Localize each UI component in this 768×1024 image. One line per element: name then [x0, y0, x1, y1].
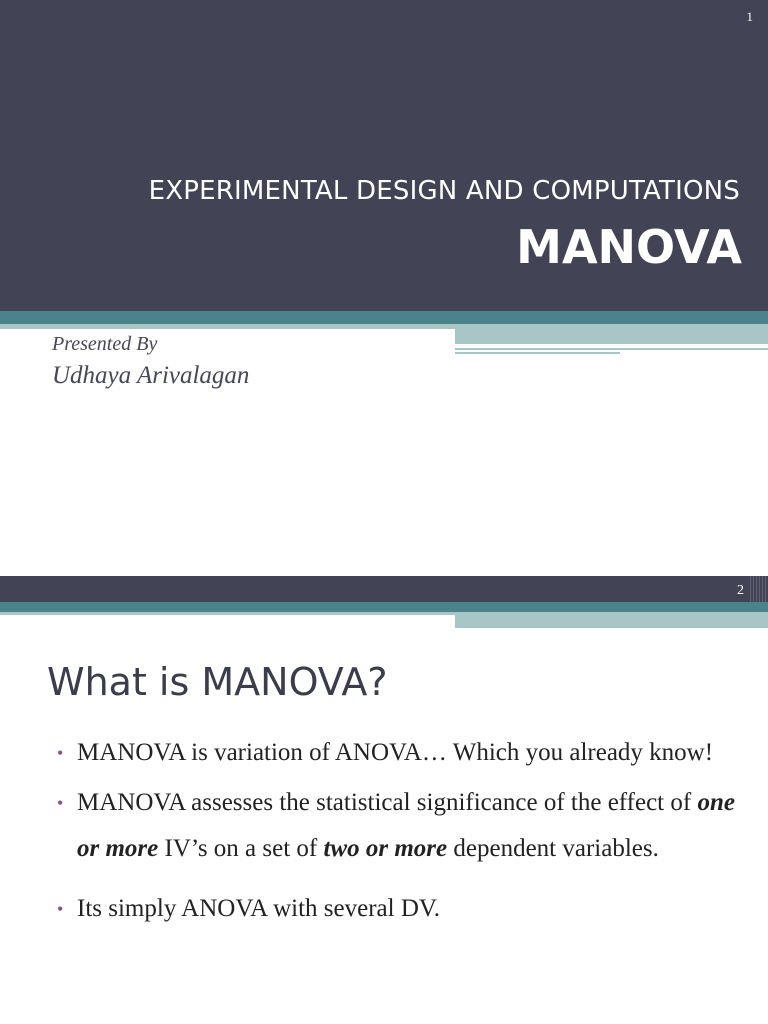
slide-subtitle: MANOVA [516, 220, 742, 274]
slide-1-header [0, 0, 768, 311]
list-item [55, 886, 745, 932]
list-item [55, 780, 745, 872]
list-item [55, 730, 745, 776]
decorative-line [455, 352, 620, 354]
bullet-icon: • [57, 793, 64, 813]
bullet-text: IV’s on a set of [158, 835, 324, 862]
decorative-stripes [750, 576, 768, 602]
emphasis-text: two or more [323, 835, 448, 862]
slide-2 [0, 576, 768, 1024]
bullet-list [55, 730, 745, 932]
author-name: Udhaya Arivalagan [52, 362, 250, 389]
bullet-text: Its simply ANOVA with several DV. [77, 895, 440, 922]
decorative-band [0, 324, 455, 329]
bullet-text: dependent variables. [447, 835, 659, 862]
slide-number: 1 [746, 9, 753, 24]
bullet-icon: • [57, 899, 64, 919]
bullet-text: MANOVA is variation of ANOVA… Which you already know! [77, 739, 714, 766]
decorative-band [0, 612, 455, 615]
decorative-line [455, 348, 768, 350]
decorative-band [0, 602, 768, 612]
decorative-band [455, 324, 768, 344]
decorative-band [0, 311, 768, 324]
slide-title: What is MANOVA? [47, 660, 388, 704]
slide-number: 2 [737, 583, 744, 598]
bullet-icon: • [57, 743, 64, 763]
decorative-band [455, 612, 768, 628]
slide-title: EXPERIMENTAL DESIGN AND COMPUTATIONS [148, 176, 740, 206]
presented-by-label: Presented By [52, 333, 158, 355]
bullet-text: MANOVA assesses the statistical significance of the effect of [77, 789, 698, 816]
emphasis-text: one or more [77, 789, 735, 862]
slide-2-header [0, 576, 768, 602]
